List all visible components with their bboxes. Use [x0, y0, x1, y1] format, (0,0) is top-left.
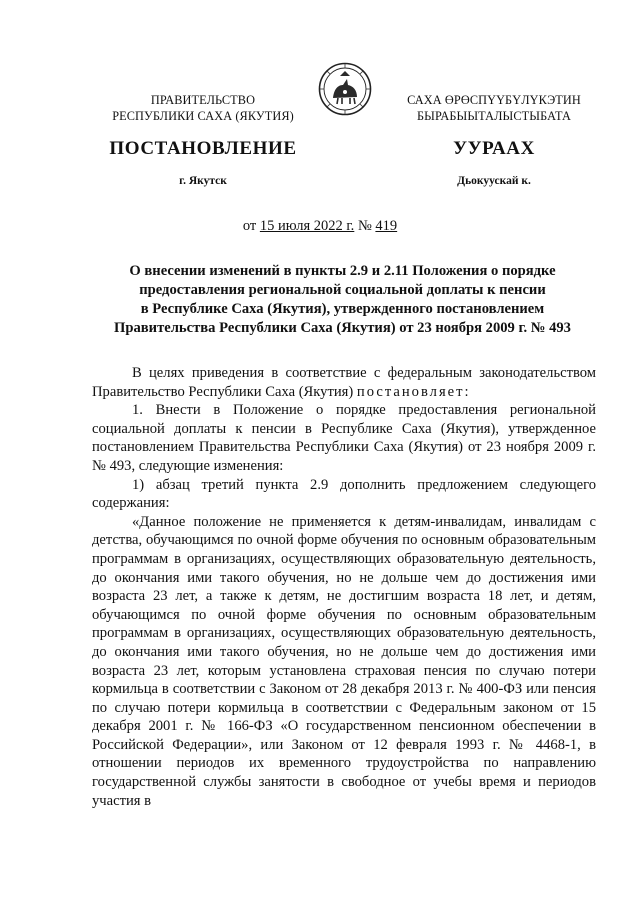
- title-line: предоставления региональной социальной доплаты к пенсии: [139, 282, 546, 298]
- paragraph-item-1: 1. Внести в Положение о порядке предоставления региональной социальной доплаты к пенсии в Республике Саха (Якутия), утвержденное постановлением Правительства Республики Саха (Якутия) от 23 ноября 2009 г. № 493, следующие изменения:: [92, 402, 596, 474]
- document-title: [92, 262, 593, 338]
- doctype-ru: ПОСТАНОВЛЕНИЕ: [109, 138, 297, 159]
- document-date: 15 июля 2022 г.: [259, 218, 355, 234]
- document-body: [92, 364, 596, 810]
- paragraph-subitem-1: 1) абзац третий пункта 2.9 дополнить предложением следующего содержания:: [92, 476, 596, 512]
- issuer-ru: [92, 92, 314, 124]
- title-line: в Республике Саха (Якутия), утвержденного постановлением: [140, 301, 545, 317]
- republic-emblem-icon: [318, 62, 372, 116]
- issuer-sakha-line1: САХА ӨРӨСПҮҮБҮЛҮКЭТИН: [407, 93, 581, 107]
- title-line: Правительства Республики Саха (Якутия) от 23 ноября 2009 г. № 493: [114, 320, 571, 336]
- document-date-number: [0, 218, 640, 235]
- issuer-sakha-line2: БЫРАБЫЫТАЛЫСТЫБАТА: [417, 109, 571, 123]
- title-line: О внесении изменений в пункты 2.9 и 2.11 Положения о порядке: [129, 263, 556, 279]
- date-prefix: от: [242, 218, 260, 234]
- city-ru: г. Якутск: [179, 175, 227, 187]
- doctype-sakha: УУРААХ: [453, 138, 535, 159]
- paragraph-quoted-text: «Данное положение не применяется к детям-инвалидам, инвалидам с детства, обучающимся по очной форме обучения по основным образовательным программам в организациях, осуществляющих образовательную деятельность, до окончания ими такого обучения, но не дольше чем до достижения ими возраста 23 лет, а также к детям, не достигшим возраста 18 лет, и детям, обучающимся по очной форме обучения по основным образовательным программам в организациях, осуществляющих образовательную деятельность, до окончания ими такого обучения, но не дольше чем до достижения ими возраста 23 лет, которым установлена страховая пенсия по случаю потери кормильца в соответствии с Законом от 28 декабря 2013 г. № 400-ФЗ или пенсия по случаю потери кормильца в соответствии с Федеральным законом от 15 декабря 2001 г. № 166-ФЗ «О государственном пенсионном обеспечении в Российской Федерации», или Законом от 12 февраля 1993 г. № 4468-1, в отношении периодов их временного трудоустройства по направлению государственной службы занятости в свободное от учебы время и периодов участия в: [92, 513, 596, 809]
- document-number: 419: [375, 218, 398, 234]
- issuer-ru-line2: РЕСПУБЛИКИ САХА (ЯКУТИЯ): [112, 109, 294, 123]
- issuer-ru-line1: ПРАВИТЕЛЬСТВО: [150, 93, 256, 107]
- resolves-word: постановляет:: [356, 383, 471, 400]
- city-sakha: Дьокуускай к.: [457, 175, 531, 187]
- number-sign: №: [354, 218, 376, 234]
- preamble-paragraph: [92, 364, 596, 401]
- issuer-sakha: [376, 92, 612, 124]
- preamble-text: В целях приведения в соответствие с федеральным законодательством Правительство Республики Саха (Якутия): [92, 365, 596, 400]
